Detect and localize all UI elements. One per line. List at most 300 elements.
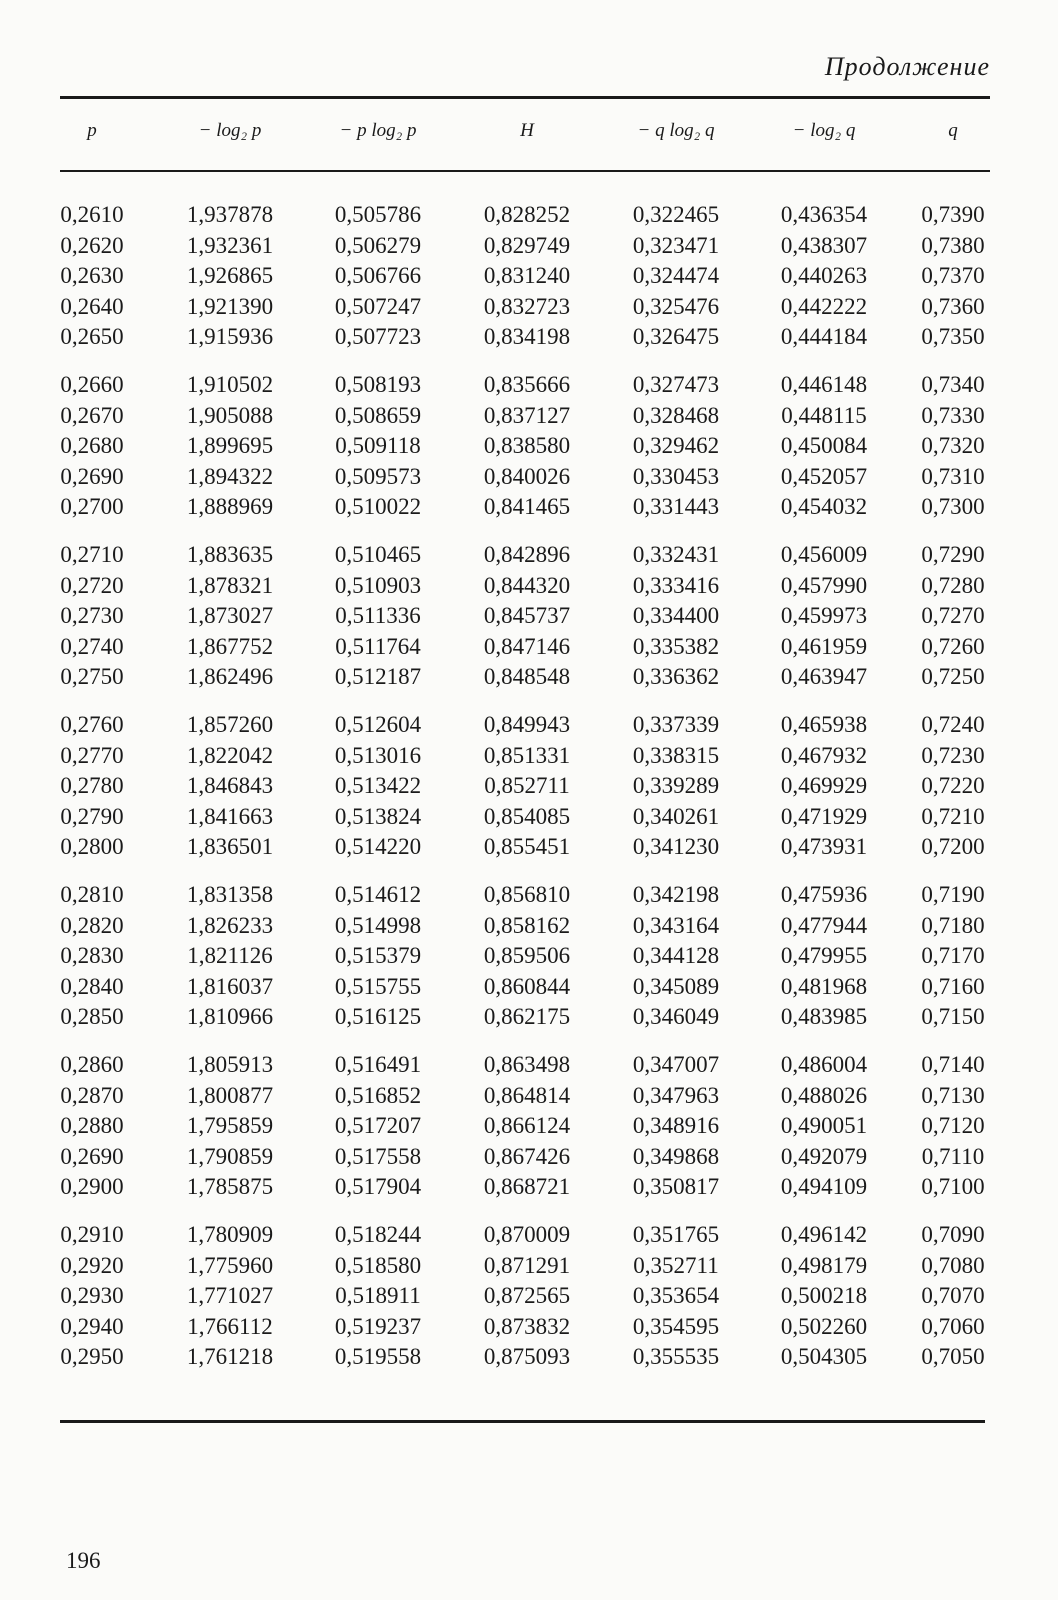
row-group — [0, 370, 1058, 540]
table-cell: 0,444184 — [780, 324, 868, 349]
table-body — [0, 200, 1058, 1390]
table-cell: 0,513824 — [334, 803, 422, 829]
table-cell: 0,7310 — [921, 463, 985, 489]
table-cell: 1,932361 — [186, 232, 274, 258]
table-cell: 1,878321 — [186, 572, 274, 598]
table-cell: 0,7330 — [921, 402, 985, 428]
table-cell: 0,518911 — [335, 1283, 421, 1308]
table-cell: 0,514220 — [334, 834, 422, 859]
table-cell: 0,340261 — [632, 803, 720, 829]
page-number: 196 — [66, 1548, 101, 1573]
table-cell: 0,506766 — [334, 263, 422, 288]
table-cell: 0,507247 — [334, 293, 422, 319]
table-cell: 0,2720 — [60, 572, 124, 598]
table-cell: 0,840026 — [483, 463, 571, 489]
table-cell: 0,7240 — [921, 712, 985, 737]
table-cell: 0,490051 — [780, 1113, 868, 1138]
table-cell: 0,507723 — [334, 324, 422, 349]
table-cell: 0,835666 — [483, 372, 571, 397]
table-cell: 1,836501 — [186, 834, 274, 859]
table-cell: 0,446148 — [780, 372, 868, 397]
table-cell: 0,436354 — [780, 202, 868, 227]
table-cell: 0,842896 — [483, 542, 571, 567]
table-cell: 0,873832 — [483, 1313, 571, 1339]
table-cell: 0,7120 — [921, 1113, 985, 1138]
table-cell: 0,2710 — [60, 542, 124, 567]
table-cell: 0,510903 — [334, 572, 422, 598]
table-cell: 0,7070 — [921, 1283, 985, 1308]
table-cell: 0,7200 — [921, 834, 985, 859]
table-cell: 0,7190 — [921, 882, 985, 907]
table-cell: 1,771027 — [186, 1283, 274, 1308]
table-cell: 0,7340 — [921, 372, 985, 397]
table-header — [0, 120, 1058, 150]
table-row — [0, 200, 1058, 231]
table-row — [0, 292, 1058, 323]
table-cell: 1,899695 — [186, 433, 274, 458]
table-cell: 0,7260 — [921, 633, 985, 659]
table-cell: 0,7160 — [921, 973, 985, 999]
table-cell: 0,516491 — [334, 1052, 422, 1077]
table-cell: 0,322465 — [632, 202, 720, 227]
table-cell: 0,7280 — [921, 572, 985, 598]
column-header-neg-log2-q: − log₂ q — [792, 120, 856, 141]
table-cell: 0,7320 — [921, 433, 985, 458]
table-cell: 0,7130 — [921, 1082, 985, 1108]
table-cell: 0,467932 — [780, 742, 868, 768]
table-cell: 0,7300 — [921, 494, 985, 519]
table-cell: 1,810966 — [186, 1004, 274, 1029]
table-cell: 0,517207 — [334, 1113, 422, 1138]
table-cell: 0,459973 — [780, 603, 868, 628]
row-group — [0, 880, 1058, 1050]
table-row — [0, 370, 1058, 401]
table-cell: 0,870009 — [483, 1222, 571, 1247]
table-cell: 0,326475 — [632, 324, 720, 349]
table-cell: 0,7110 — [921, 1143, 985, 1169]
table-cell: 0,849943 — [483, 712, 571, 737]
table-cell: 0,440263 — [780, 263, 868, 288]
table-row — [0, 972, 1058, 1003]
table-cell: 0,329462 — [632, 433, 720, 458]
table-cell: 0,875093 — [483, 1344, 571, 1369]
table-cell: 0,7230 — [921, 742, 985, 768]
table-cell: 0,2880 — [60, 1113, 124, 1138]
column-header-h: H — [520, 120, 534, 141]
table-cell: 1,805913 — [186, 1052, 274, 1077]
table-cell: 0,337339 — [632, 712, 720, 737]
table-cell: 0,452057 — [780, 463, 868, 489]
table-cell: 0,845737 — [483, 603, 571, 628]
table-cell: 0,477944 — [780, 912, 868, 938]
table-cell: 0,323471 — [632, 232, 720, 258]
table-cell: 1,873027 — [186, 603, 274, 628]
table-cell: 1,775960 — [186, 1252, 274, 1278]
table-cell: 0,832723 — [483, 293, 571, 319]
table-cell: 0,486004 — [780, 1052, 868, 1077]
table-cell: 0,350817 — [632, 1174, 720, 1199]
row-group — [0, 1050, 1058, 1220]
table-cell: 0,2610 — [60, 202, 124, 227]
table-cell: 0,513422 — [334, 773, 422, 798]
table-cell: 0,516852 — [334, 1082, 422, 1108]
table-row — [0, 322, 1058, 353]
table-cell: 0,7170 — [921, 943, 985, 968]
table-cell: 1,915936 — [186, 324, 274, 349]
table-cell: 0,456009 — [780, 542, 868, 567]
table-cell: 1,894322 — [186, 463, 274, 489]
table-cell: 0,355535 — [632, 1344, 720, 1369]
table-cell: 1,862496 — [186, 664, 274, 689]
row-group — [0, 200, 1058, 370]
table-cell: 0,855451 — [483, 834, 571, 859]
table-cell: 1,800877 — [186, 1082, 274, 1108]
table-cell: 1,921390 — [186, 293, 274, 319]
table-cell: 0,512187 — [334, 664, 422, 689]
table-cell: 0,856810 — [483, 882, 571, 907]
table-cell: 1,910502 — [186, 372, 274, 397]
row-group — [0, 1220, 1058, 1390]
table-cell: 0,7050 — [921, 1344, 985, 1369]
table-cell: 0,2910 — [60, 1222, 124, 1247]
table-cell: 1,841663 — [186, 803, 274, 829]
table-cell: 0,488026 — [780, 1082, 868, 1108]
table-cell: 0,347963 — [632, 1082, 720, 1108]
table-cell: 0,461959 — [780, 633, 868, 659]
table-cell: 0,465938 — [780, 712, 868, 737]
table-cell: 0,481968 — [780, 973, 868, 999]
table-cell: 0,7060 — [921, 1313, 985, 1339]
table-cell: 0,442222 — [780, 293, 868, 319]
table-row — [0, 571, 1058, 602]
table-cell: 0,335382 — [632, 633, 720, 659]
table-cell: 0,508659 — [334, 402, 422, 428]
table-cell: 0,454032 — [780, 494, 868, 519]
table-cell: 0,504305 — [780, 1344, 868, 1369]
table-row — [0, 771, 1058, 802]
table-cell: 0,471929 — [780, 803, 868, 829]
table-cell: 0,344128 — [632, 943, 720, 968]
table-cell: 0,339289 — [632, 773, 720, 798]
table-cell: 1,846843 — [186, 773, 274, 798]
table-cell: 0,332431 — [632, 542, 720, 567]
table-row — [0, 1142, 1058, 1173]
table-cell: 0,851331 — [483, 742, 571, 768]
row-group — [0, 710, 1058, 880]
table-cell: 0,328468 — [632, 402, 720, 428]
table-cell: 1,822042 — [186, 742, 274, 768]
column-header-q: q — [948, 120, 958, 141]
table-cell: 0,2800 — [60, 834, 124, 859]
table-cell: 0,513016 — [334, 742, 422, 768]
table-cell: 0,7180 — [921, 912, 985, 938]
table-cell: 0,7380 — [921, 232, 985, 258]
table-cell: 0,2740 — [60, 633, 124, 659]
table-cell: 0,517904 — [334, 1174, 422, 1199]
table-cell: 0,841465 — [483, 494, 571, 519]
table-row — [0, 1312, 1058, 1343]
table-cell: 0,510022 — [334, 494, 422, 519]
table-cell: 0,509573 — [334, 463, 422, 489]
table-row — [0, 231, 1058, 262]
table-cell: 1,826233 — [186, 912, 274, 938]
table-top-rule — [60, 96, 990, 99]
table-row — [0, 911, 1058, 942]
table-cell: 0,847146 — [483, 633, 571, 659]
table-cell: 0,7270 — [921, 603, 985, 628]
table-cell: 0,505786 — [334, 202, 422, 227]
table-cell: 0,324474 — [632, 263, 720, 288]
table-cell: 0,872565 — [483, 1283, 571, 1308]
table-cell: 0,508193 — [334, 372, 422, 397]
table-row — [0, 710, 1058, 741]
table-cell: 0,479955 — [780, 943, 868, 968]
table-cell: 1,867752 — [186, 633, 274, 659]
table-row — [0, 1342, 1058, 1373]
table-cell: 0,438307 — [780, 232, 868, 258]
table-cell: 0,7350 — [921, 324, 985, 349]
table-cell: 0,2870 — [60, 1082, 124, 1108]
table-cell: 0,496142 — [780, 1222, 868, 1247]
table-cell: 1,761218 — [186, 1344, 274, 1369]
table-cell: 0,515755 — [334, 973, 422, 999]
table-cell: 0,463947 — [780, 664, 868, 689]
table-cell: 0,863498 — [483, 1052, 571, 1077]
table-cell: 0,354595 — [632, 1313, 720, 1339]
table-cell: 0,341230 — [632, 834, 720, 859]
table-cell: 0,511764 — [335, 633, 421, 659]
column-header-neg-q-log2-q: − q log₂ q — [637, 120, 715, 141]
table-cell: 0,333416 — [632, 572, 720, 598]
table-cell: 0,2760 — [60, 712, 124, 737]
table-cell: 0,519558 — [334, 1344, 422, 1369]
table-row — [0, 741, 1058, 772]
table-cell: 1,857260 — [186, 712, 274, 737]
table-cell: 0,2850 — [60, 1004, 124, 1029]
table-cell: 0,347007 — [632, 1052, 720, 1077]
table-cell: 0,483985 — [780, 1004, 868, 1029]
table-row — [0, 401, 1058, 432]
table-cell: 0,7390 — [921, 202, 985, 227]
table-cell: 0,2840 — [60, 973, 124, 999]
table-row — [0, 1081, 1058, 1112]
table-cell: 0,7080 — [921, 1252, 985, 1278]
table-cell: 1,888969 — [186, 494, 274, 519]
table-row — [0, 662, 1058, 693]
table-row — [0, 431, 1058, 462]
table-cell: 0,352711 — [633, 1252, 719, 1278]
table-row — [0, 1111, 1058, 1142]
table-cell: 0,834198 — [483, 324, 571, 349]
table-cell: 0,829749 — [483, 232, 571, 258]
table-cell: 1,790859 — [186, 1143, 274, 1169]
column-header-p: p — [87, 120, 97, 141]
table-cell: 0,349868 — [632, 1143, 720, 1169]
table-row — [0, 832, 1058, 863]
table-cell: 0,351765 — [632, 1222, 720, 1247]
table-row — [0, 261, 1058, 292]
table-cell: 1,821126 — [187, 943, 273, 968]
table-cell: 1,883635 — [186, 542, 274, 567]
table-header-rule — [60, 170, 990, 172]
table-cell: 0,7250 — [921, 664, 985, 689]
table-cell: 0,448115 — [781, 402, 867, 428]
table-cell: 0,7090 — [921, 1222, 985, 1247]
table-bottom-rule — [60, 1420, 985, 1423]
table-cell: 0,518580 — [334, 1252, 422, 1278]
table-cell: 0,7370 — [921, 263, 985, 288]
table-row — [0, 601, 1058, 632]
table-cell: 0,2750 — [60, 664, 124, 689]
table-cell: 0,345089 — [632, 973, 720, 999]
table-cell: 0,342198 — [632, 882, 720, 907]
table-cell: 0,492079 — [780, 1143, 868, 1169]
table-cell: 0,2640 — [60, 293, 124, 319]
table-cell: 0,848548 — [483, 664, 571, 689]
table-cell: 0,862175 — [483, 1004, 571, 1029]
table-cell: 0,7100 — [921, 1174, 985, 1199]
column-header-neg-log2-p: − log₂ p — [198, 120, 262, 141]
table-cell: 0,519237 — [334, 1313, 422, 1339]
table-cell: 0,515379 — [334, 943, 422, 968]
table-cell: 0,860844 — [483, 973, 571, 999]
table-row — [0, 1050, 1058, 1081]
table-cell: 0,500218 — [780, 1283, 868, 1308]
table-cell: 0,859506 — [483, 943, 571, 968]
table-cell: 1,816037 — [186, 973, 274, 999]
table-cell: 0,2690 — [60, 463, 124, 489]
table-cell: 0,353654 — [632, 1283, 720, 1308]
table-cell: 0,498179 — [780, 1252, 868, 1278]
table-cell: 0,852711 — [484, 773, 570, 798]
table-cell: 0,828252 — [483, 202, 571, 227]
table-cell: 0,2830 — [60, 943, 124, 968]
table-row — [0, 462, 1058, 493]
table-row — [0, 941, 1058, 972]
table-cell: 0,2820 — [60, 912, 124, 938]
table-cell: 1,905088 — [186, 402, 274, 428]
table-cell: 0,517558 — [334, 1143, 422, 1169]
table-row — [0, 880, 1058, 911]
table-cell: 0,2690 — [60, 1143, 124, 1169]
table-cell: 0,2780 — [60, 773, 124, 798]
table-cell: 0,506279 — [334, 232, 422, 258]
table-row — [0, 1220, 1058, 1251]
table-cell: 0,838580 — [483, 433, 571, 458]
table-cell: 0,475936 — [780, 882, 868, 907]
table-cell: 0,2670 — [60, 402, 124, 428]
table-cell: 0,7360 — [921, 293, 985, 319]
table-cell: 0,473931 — [780, 834, 868, 859]
table-cell: 1,795859 — [186, 1113, 274, 1138]
table-cell: 0,868721 — [483, 1174, 571, 1199]
table-row — [0, 1002, 1058, 1033]
table-cell: 0,2900 — [60, 1174, 124, 1199]
table-cell: 0,334400 — [632, 603, 720, 628]
table-cell: 0,7150 — [921, 1004, 985, 1029]
table-cell: 1,831358 — [186, 882, 274, 907]
table-cell: 0,867426 — [483, 1143, 571, 1169]
table-cell: 0,330453 — [632, 463, 720, 489]
table-cell: 0,2730 — [60, 603, 124, 628]
table-cell: 0,509118 — [335, 433, 421, 458]
table-cell: 1,766112 — [187, 1313, 273, 1339]
table-cell: 0,494109 — [780, 1174, 868, 1199]
table-cell: 0,854085 — [483, 803, 571, 829]
table-cell: 0,7210 — [921, 803, 985, 829]
table-cell: 0,331443 — [632, 494, 720, 519]
table-cell: 0,2860 — [60, 1052, 124, 1077]
table-row — [0, 1251, 1058, 1282]
table-cell: 1,780909 — [186, 1222, 274, 1247]
table-cell: 0,2930 — [60, 1283, 124, 1308]
table-cell: 1,937878 — [186, 202, 274, 227]
table-row — [0, 802, 1058, 833]
table-row — [0, 1281, 1058, 1312]
table-cell: 0,2920 — [60, 1252, 124, 1278]
table-cell: 0,346049 — [632, 1004, 720, 1029]
table-cell: 0,837127 — [483, 402, 571, 428]
table-cell: 0,457990 — [780, 572, 868, 598]
table-cell: 0,2940 — [60, 1313, 124, 1339]
table-cell: 0,831240 — [483, 263, 571, 288]
table-cell: 0,2790 — [60, 803, 124, 829]
table-cell: 0,7290 — [921, 542, 985, 567]
table-cell: 0,518244 — [334, 1222, 422, 1247]
table-cell: 0,2700 — [60, 494, 124, 519]
table-row — [0, 540, 1058, 571]
table-cell: 0,336362 — [632, 664, 720, 689]
table-cell: 0,327473 — [632, 372, 720, 397]
table-cell: 0,844320 — [483, 572, 571, 598]
continued-label: Продолжение — [824, 52, 990, 81]
table-cell: 0,502260 — [780, 1313, 868, 1339]
table-cell: 0,871291 — [483, 1252, 571, 1278]
table-cell: 0,2630 — [60, 263, 124, 288]
table-cell: 0,512604 — [334, 712, 422, 737]
row-group — [0, 540, 1058, 710]
table-cell: 0,469929 — [780, 773, 868, 798]
table-cell: 0,2620 — [60, 232, 124, 258]
table-cell: 0,7220 — [921, 773, 985, 798]
table-cell: 0,511336 — [335, 603, 421, 628]
table-cell: 0,2770 — [60, 742, 124, 768]
table-cell: 1,926865 — [186, 263, 274, 288]
table-row — [0, 1172, 1058, 1203]
table-cell: 0,7140 — [921, 1052, 985, 1077]
table-cell: 0,2950 — [60, 1344, 124, 1369]
table-cell: 0,2680 — [60, 433, 124, 458]
table-row — [0, 632, 1058, 663]
table-cell: 0,2810 — [60, 882, 124, 907]
table-cell: 0,514998 — [334, 912, 422, 938]
table-cell: 0,325476 — [632, 293, 720, 319]
table-cell: 0,864814 — [483, 1082, 571, 1108]
table-cell: 0,343164 — [632, 912, 720, 938]
table-cell: 0,858162 — [483, 912, 571, 938]
table-cell: 0,514612 — [334, 882, 422, 907]
table-cell: 0,2660 — [60, 372, 124, 397]
table-cell: 0,2650 — [60, 324, 124, 349]
table-cell: 0,348916 — [632, 1113, 720, 1138]
table-row — [0, 492, 1058, 523]
table-cell: 0,510465 — [334, 542, 422, 567]
table-cell: 0,450084 — [780, 433, 868, 458]
table-cell: 0,516125 — [334, 1004, 422, 1029]
table-cell: 1,785875 — [186, 1174, 274, 1199]
table-cell: 0,866124 — [483, 1113, 571, 1138]
table-cell: 0,338315 — [632, 742, 720, 768]
